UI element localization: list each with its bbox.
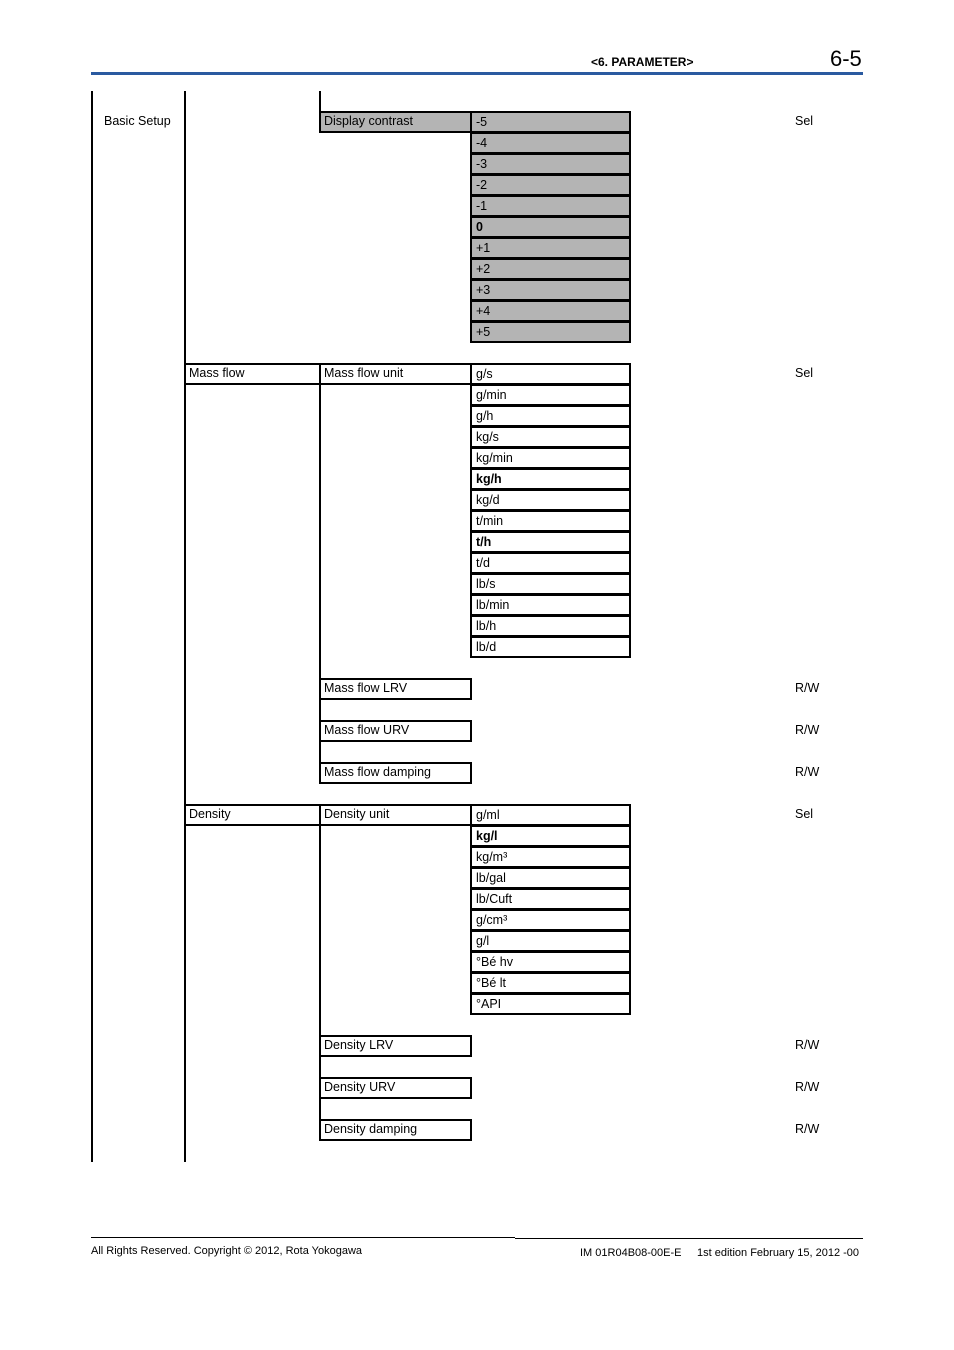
mass-flow-unit-option[interactable]: t/h — [470, 532, 631, 553]
display-contrast-option[interactable]: +4 — [470, 301, 631, 322]
mass-flow-lrv-access: R/W — [795, 681, 820, 695]
mass-flow-unit-option[interactable]: kg/s — [470, 427, 631, 448]
display-contrast-option[interactable]: +1 — [470, 238, 631, 259]
mass-flow-unit-option[interactable]: kg/d — [470, 490, 631, 511]
density-unit-option[interactable]: kg/l — [470, 826, 631, 847]
footer-doc-id: IM 01R04B08-00E-E — [580, 1247, 682, 1259]
display-contrast-item[interactable]: Display contrast — [319, 111, 472, 133]
mass-flow-unit-option[interactable]: lb/h — [470, 616, 631, 637]
mass-flow-urv-access: R/W — [795, 723, 820, 737]
density-lrv-item[interactable]: Density LRV — [319, 1035, 472, 1057]
footer-rule-left — [91, 1237, 515, 1238]
density-item[interactable]: Density — [184, 804, 321, 826]
density-damping-item[interactable]: Density damping — [319, 1119, 472, 1141]
display-contrast-option[interactable]: -5 — [470, 111, 631, 133]
tree-line-contrast — [319, 91, 321, 113]
mass-flow-unit-option[interactable]: kg/min — [470, 448, 631, 469]
mass-flow-damping-access: R/W — [795, 765, 820, 779]
display-contrast-option[interactable]: +3 — [470, 280, 631, 301]
section-title: <6. PARAMETER> — [591, 55, 694, 69]
mass-flow-unit-option[interactable]: t/d — [470, 553, 631, 574]
mass-flow-damping-item[interactable]: Mass flow damping — [319, 762, 472, 784]
display-contrast-option[interactable]: +5 — [470, 322, 631, 343]
mass-flow-unit-option[interactable]: g/h — [470, 406, 631, 427]
display-contrast-option[interactable]: -2 — [470, 175, 631, 196]
density-unit-option[interactable]: g/cm³ — [470, 910, 631, 931]
density-unit-option[interactable]: °API — [470, 994, 631, 1015]
mass-flow-unit-option[interactable]: lb/s — [470, 574, 631, 595]
display-contrast-option[interactable]: 0 — [470, 217, 631, 238]
density-unit-option[interactable]: °Bé lt — [470, 973, 631, 994]
root-label: Basic Setup — [104, 114, 171, 128]
density-urv-access: R/W — [795, 1080, 820, 1094]
footer-edition: 1st edition February 15, 2012 -00 — [697, 1247, 860, 1259]
mass-flow-unit-option[interactable]: t/min — [470, 511, 631, 532]
page-number: 6-5 — [830, 46, 862, 71]
mass-flow-unit-option[interactable]: g/s — [470, 363, 631, 385]
mass-flow-unit-option[interactable]: g/min — [470, 385, 631, 406]
mass-flow-urv-item[interactable]: Mass flow URV — [319, 720, 472, 742]
mass-flow-unit-option[interactable]: lb/min — [470, 595, 631, 616]
density-lrv-access: R/W — [795, 1038, 820, 1052]
display-contrast-option[interactable]: +2 — [470, 259, 631, 280]
density-urv-item[interactable]: Density URV — [319, 1077, 472, 1099]
tree-line-level1 — [184, 91, 186, 1162]
density-unit-option[interactable]: °Bé hv — [470, 952, 631, 973]
display-contrast-option[interactable]: -4 — [470, 133, 631, 154]
density-unit-option[interactable]: kg/m³ — [470, 847, 631, 868]
footer-copyright: All Rights Reserved. Copyright © 2012, Rota Yokogawa — [91, 1245, 363, 1257]
mass-flow-unit-option[interactable]: lb/d — [470, 637, 631, 658]
display-contrast-access: Sel — [795, 114, 814, 128]
display-contrast-option[interactable]: -3 — [470, 154, 631, 175]
density-unit-option[interactable]: lb/Cuft — [470, 889, 631, 910]
density-unit-item[interactable]: Density unit — [319, 804, 472, 826]
density-unit-option[interactable]: g/l — [470, 931, 631, 952]
mass-flow-unit-option[interactable]: kg/h — [470, 469, 631, 490]
density-unit-option[interactable]: g/ml — [470, 804, 631, 826]
mass-flow-unit-access: Sel — [795, 366, 814, 380]
tree-line-root — [91, 91, 93, 1162]
mass-flow-lrv-item[interactable]: Mass flow LRV — [319, 678, 472, 700]
display-contrast-option[interactable]: -1 — [470, 196, 631, 217]
density-unit-access: Sel — [795, 807, 814, 821]
mass-flow-unit-item[interactable]: Mass flow unit — [319, 363, 472, 385]
density-unit-option[interactable]: lb/gal — [470, 868, 631, 889]
header-rule — [91, 72, 863, 75]
footer-rule-right — [515, 1238, 863, 1239]
mass-flow-item[interactable]: Mass flow — [184, 363, 321, 385]
density-damping-access: R/W — [795, 1122, 820, 1136]
